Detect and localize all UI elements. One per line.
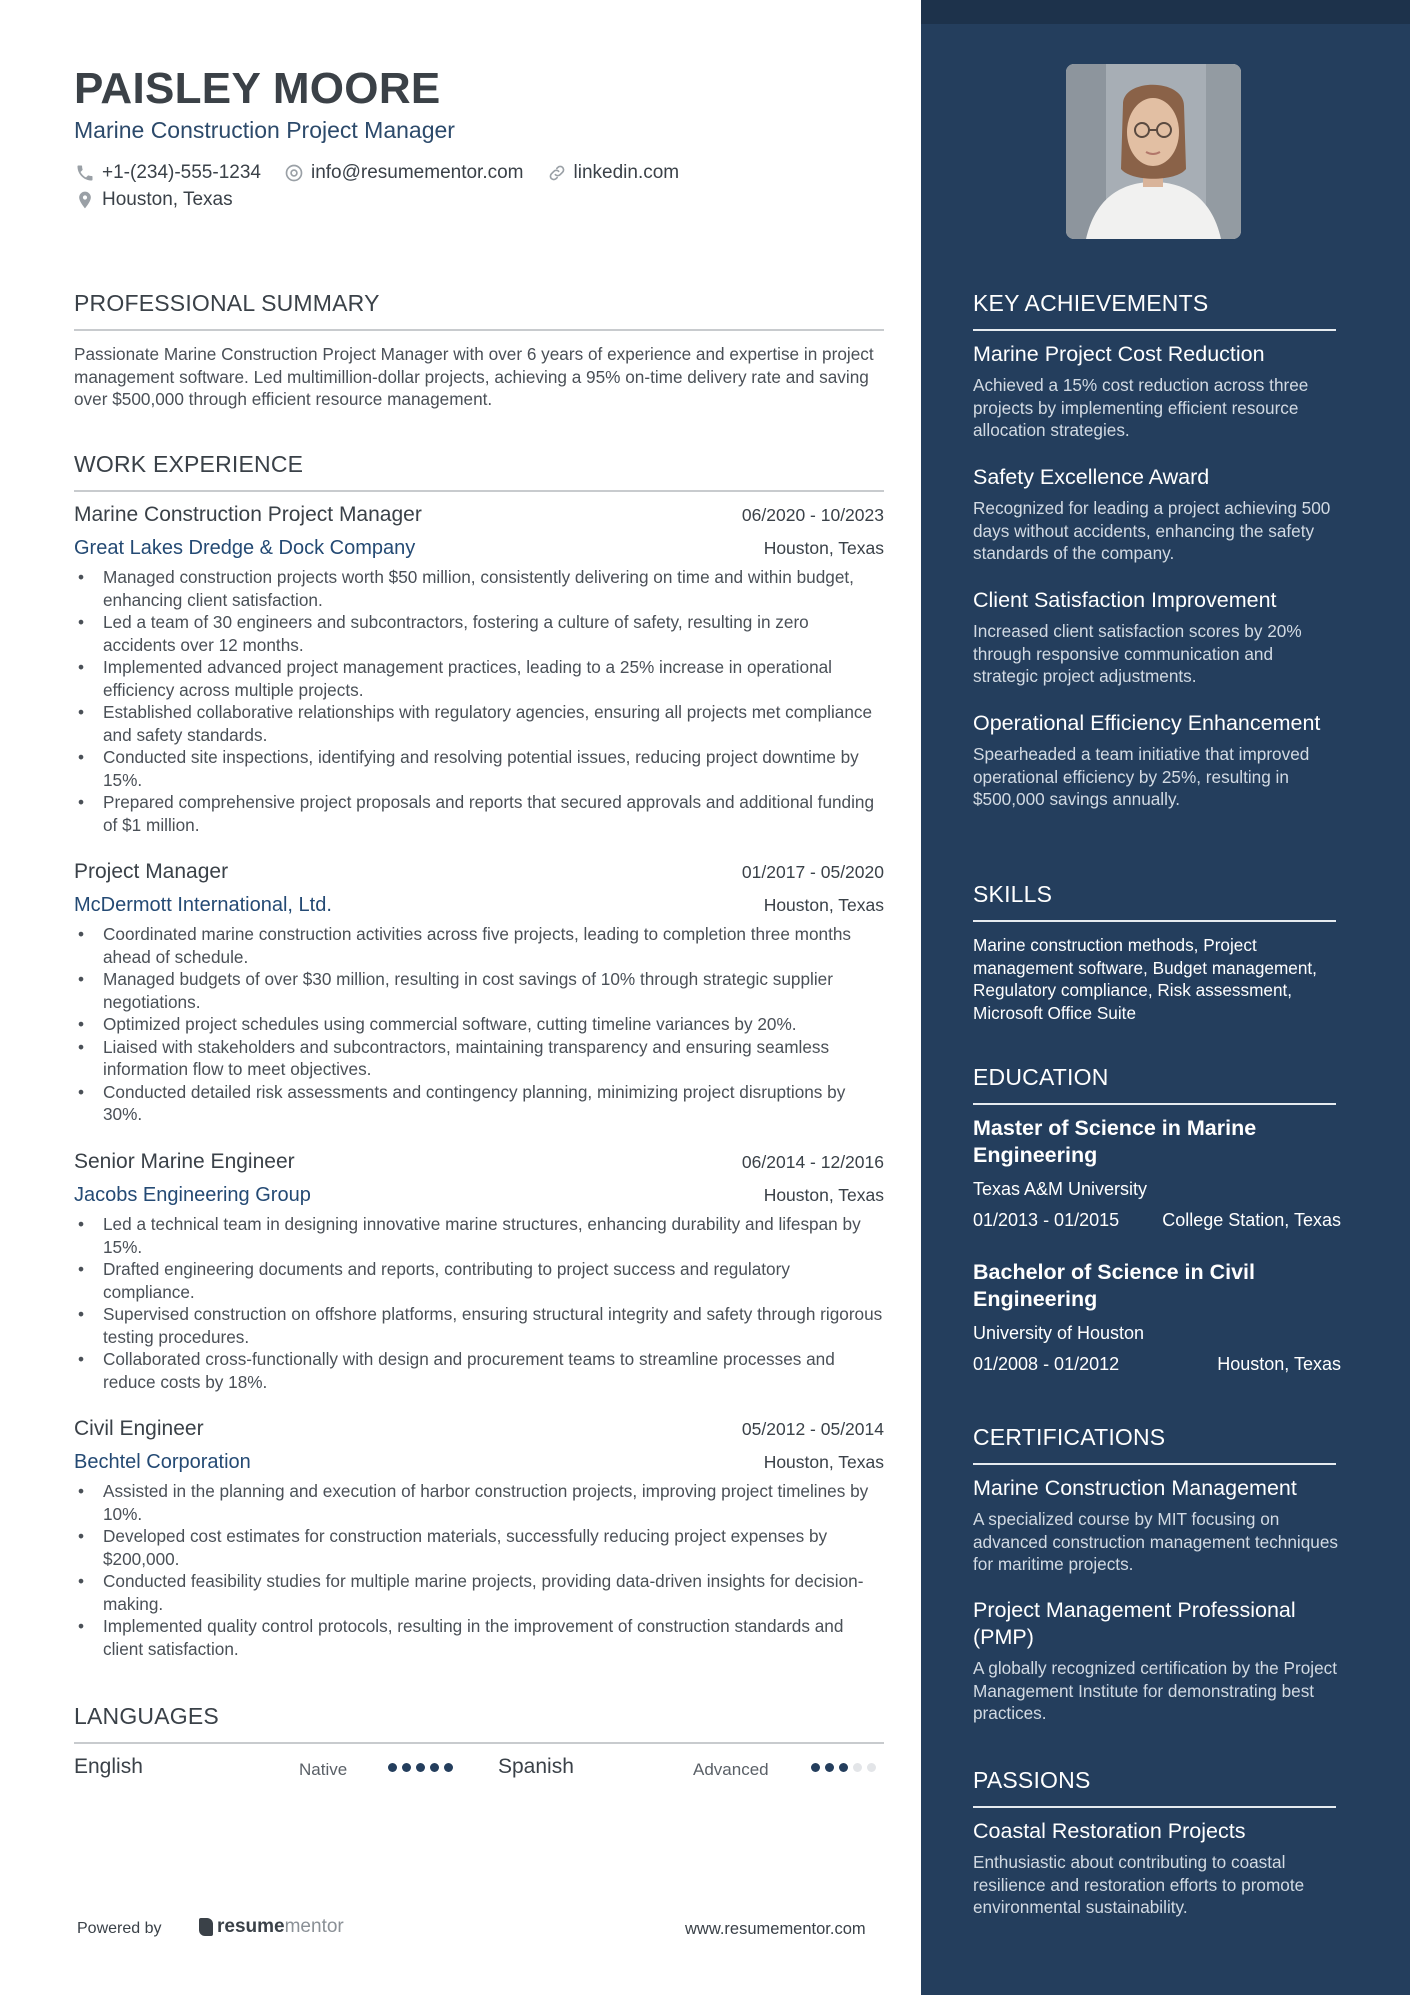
achievement-title: Safety Excellence Award <box>973 465 1210 489</box>
achievement-text: Spearheaded a team initiative that improved operational efficiency by 25%, resulting in $500,000 savings annually. <box>973 744 1310 809</box>
bullet-item: • Conducted site inspections, identifying and resolving potential issues, reducing project downtime by 15%. <box>74 746 884 791</box>
education-location: Houston, Texas <box>1217 1354 1341 1374</box>
job-role: Marine Construction Project Manager <box>74 503 422 526</box>
rating-dot <box>402 1763 411 1772</box>
job-dates: 05/2012 - 05/2014 <box>741 1419 884 1439</box>
language-name: Spanish <box>498 1755 574 1778</box>
sidebar-top-band <box>921 0 1410 24</box>
bullet-item: • Implemented quality control protocols, resulting in the improvement of construction standards and client satisfaction. <box>74 1615 884 1660</box>
summary-heading: PROFESSIONAL SUMMARY <box>74 290 380 316</box>
bullet-item: • Managed construction projects worth $50 million, consistently delivering on time and within budget, enhancing client satisfaction. <box>74 566 884 611</box>
job-company: Great Lakes Dredge & Dock Company <box>74 537 416 559</box>
at-icon <box>283 162 305 184</box>
bullet-item: • Supervised construction on offshore platforms, ensuring structural integrity and safety through rigorous testing procedures. <box>74 1303 884 1348</box>
job-entry <box>74 1417 884 1660</box>
rating-dot <box>811 1763 820 1772</box>
achievement-text: Achieved a 15% cost reduction across three projects by implementing efficient resource allocation strategies. <box>973 375 1309 440</box>
languages-heading: LANGUAGES <box>74 1703 219 1729</box>
school-name <box>973 1323 1341 1344</box>
language-name: English <box>74 1755 143 1778</box>
certification-item <box>973 1597 1341 1725</box>
section-divider <box>74 329 884 331</box>
certifications-heading: CERTIFICATIONS <box>973 1424 1166 1450</box>
job-entry <box>74 503 884 836</box>
job-title: Marine Construction Project Manager <box>74 117 455 143</box>
education-meta <box>973 1210 1341 1231</box>
achievement-title: Marine Project Cost Reduction <box>973 342 1265 366</box>
language-level: Native <box>299 1760 348 1779</box>
job-dates: 06/2020 - 10/2023 <box>741 505 884 525</box>
sidebar-divider <box>973 1103 1336 1105</box>
email-item <box>283 162 524 184</box>
sidebar-divider <box>973 920 1336 922</box>
education-meta <box>973 1354 1341 1375</box>
rating-dot <box>839 1763 848 1772</box>
degree-title: Bachelor of Science in Civil Engineering <box>973 1260 1255 1311</box>
bullet-item: • Optimized project schedules using commercial software, cutting timeline variances by 20%. <box>74 1013 884 1036</box>
sidebar-divider <box>973 329 1336 331</box>
education-heading: EDUCATION <box>973 1064 1109 1090</box>
phone-icon <box>74 162 96 184</box>
rating-dot <box>825 1763 834 1772</box>
rating-dot <box>444 1763 453 1772</box>
location-text: Houston, Texas <box>102 189 233 210</box>
job-location: Houston, Texas <box>763 895 884 915</box>
sidebar-divider <box>973 1463 1336 1465</box>
linkedin-text[interactable]: linkedin.com <box>573 162 680 183</box>
skills-heading: SKILLS <box>973 881 1053 907</box>
degree-title: Master of Science in Marine Engineering <box>973 1116 1257 1167</box>
language-level: Advanced <box>693 1760 769 1779</box>
language-rating <box>811 1763 881 1772</box>
rating-dot <box>853 1763 862 1772</box>
bullet-item: • Conducted feasibility studies for multiple marine projects, providing data-driven insights for decision-making. <box>74 1570 884 1615</box>
passion-text: Enthusiastic about contributing to coastal resilience and restoration efforts to promote environmental sustainability. <box>973 1852 1305 1917</box>
job-bullets <box>74 923 884 1126</box>
passions-heading: PASSIONS <box>973 1767 1091 1793</box>
phone-text[interactable]: +1-(234)-555-1234 <box>102 162 261 183</box>
brand-name-bold: resume <box>217 1916 285 1937</box>
education-dates: 01/2013 - 01/2015 <box>973 1210 1120 1230</box>
education-item <box>973 1259 1341 1375</box>
email-text[interactable]: info@resumementor.com <box>310 162 524 183</box>
experience-heading: WORK EXPERIENCE <box>74 451 304 477</box>
brand-mark-icon <box>199 1918 213 1936</box>
achievement-item <box>973 710 1341 811</box>
section-divider <box>74 490 884 492</box>
achievement-item <box>973 341 1341 442</box>
rating-dot <box>388 1763 397 1772</box>
school-text: Texas A&M University <box>973 1179 1148 1199</box>
education-dates: 01/2008 - 01/2012 <box>973 1354 1120 1374</box>
bullet-item: • Collaborated cross-functionally with design and procurement teams to streamline processes and reduce costs by 18%. <box>74 1348 884 1393</box>
section-divider <box>74 1742 884 1744</box>
education-location: College Station, Texas <box>1162 1210 1341 1230</box>
bullet-item: • Drafted engineering documents and reports, contributing to project success and regulatory compliance. <box>74 1258 884 1303</box>
job-dates: 06/2014 - 12/2016 <box>741 1152 884 1172</box>
rating-dot <box>430 1763 439 1772</box>
achievements-heading: KEY ACHIEVEMENTS <box>973 290 1209 316</box>
certification-text: A specialized course by MIT focusing on advanced construction management techniques for maritime projects. <box>973 1509 1338 1574</box>
bullet-item: • Led a technical team in designing innovative marine structures, enhancing durability and lifespan by 15%. <box>74 1213 884 1258</box>
job-company: Jacobs Engineering Group <box>74 1184 311 1206</box>
education-item <box>973 1115 1341 1231</box>
location-item <box>74 189 233 211</box>
achievement-item <box>973 464 1341 565</box>
skills-list <box>973 934 1341 1024</box>
bullet-item: • Implemented advanced project management practices, leading to a 25% increase in operational efficiency across multiple projects. <box>74 656 884 701</box>
location-pin-icon <box>74 189 96 211</box>
brand-logo[interactable] <box>199 1916 344 1938</box>
language-rating <box>388 1763 458 1772</box>
job-entry <box>74 860 884 1126</box>
job-role: Senior Marine Engineer <box>74 1150 295 1173</box>
contact-info <box>74 160 874 214</box>
certification-title: Marine Construction Management <box>973 1476 1297 1500</box>
job-location: Houston, Texas <box>763 538 884 558</box>
bullet-item: • Coordinated marine construction activities across five projects, leading to completion three months ahead of schedule. <box>74 923 884 968</box>
bullet-item: • Assisted in the planning and execution of harbor construction projects, improving project timelines by 10%. <box>74 1480 884 1525</box>
powered-by-label: Powered by <box>77 1920 162 1937</box>
phone-item <box>74 162 261 184</box>
job-company: McDermott International, Ltd. <box>74 894 332 916</box>
certification-text: A globally recognized certification by the Project Management Institute for demonstrating best practices. <box>973 1658 1337 1723</box>
linkedin-item <box>546 162 680 184</box>
bullet-item: • Led a team of 30 engineers and subcontractors, fostering a culture of safety, resulting in zero accidents over 12 months. <box>74 611 884 656</box>
job-role: Project Manager <box>74 860 229 883</box>
sidebar-divider <box>973 1806 1336 1808</box>
bullet-item: • Managed budgets of over $30 million, resulting in cost savings of 10% through strategic supplier negotiations. <box>74 968 884 1013</box>
achievement-title: Client Satisfaction Improvement <box>973 588 1277 612</box>
job-bullets <box>74 566 884 836</box>
certification-title: Project Management Professional (PMP) <box>973 1598 1296 1649</box>
job-dates: 01/2017 - 05/2020 <box>741 862 884 882</box>
skills-text: Marine construction methods, Project management software, Budget management, Regulatory compliance, Risk assessment, Microsoft Office Suite <box>973 935 1317 1023</box>
job-role: Civil Engineer <box>74 1417 204 1440</box>
rating-dot <box>867 1763 876 1772</box>
job-location: Houston, Texas <box>763 1452 884 1472</box>
website-link[interactable]: www.resumementor.com <box>685 1920 866 1938</box>
job-bullets <box>74 1213 884 1393</box>
passion-item <box>973 1818 1341 1919</box>
profile-photo <box>1066 64 1241 239</box>
bullet-item: • Prepared comprehensive project proposals and reports that secured approvals and additional funding of $1 million. <box>74 791 884 836</box>
certification-item <box>973 1475 1341 1576</box>
brand-name-light: mentor <box>284 1916 344 1937</box>
summary-text: Passionate Marine Construction Project Manager with over 6 years of experience and expertise in project management software. Led multimillion-dollar projects, achieving a 95% on-time delivery rate and saving over $500,000 through efficient resource management. <box>74 344 874 409</box>
rating-dot <box>416 1763 425 1772</box>
achievement-text: Recognized for leading a project achieving 500 days without accidents, enhancing the safety standards of the company. <box>973 498 1331 563</box>
school-text: University of Houston <box>973 1323 1145 1343</box>
passion-title: Coastal Restoration Projects <box>973 1819 1246 1843</box>
bullet-item: • Liaised with stakeholders and subcontractors, maintaining transparency and ensuring seamless information flow to meet objectives. <box>74 1036 884 1081</box>
job-bullets <box>74 1480 884 1660</box>
job-location: Houston, Texas <box>763 1185 884 1205</box>
bullet-item: • Developed cost estimates for construction materials, successfully reducing project expenses by $200,000. <box>74 1525 884 1570</box>
job-company: Bechtel Corporation <box>74 1451 251 1473</box>
bullet-item: • Established collaborative relationships with regulatory agencies, ensuring all projects met compliance and safety standards. <box>74 701 884 746</box>
school-name <box>973 1179 1341 1200</box>
achievement-title: Operational Efficiency Enhancement <box>973 711 1321 735</box>
job-entry <box>74 1150 884 1393</box>
bullet-item: • Conducted detailed risk assessments and contingency planning, minimizing project disruptions by 30%. <box>74 1081 884 1126</box>
candidate-name: PAISLEY MOORE <box>74 64 441 113</box>
achievement-item <box>973 587 1341 688</box>
link-icon <box>546 162 568 184</box>
achievement-text: Increased client satisfaction scores by 20% through responsive communication and strategic project adjustments. <box>973 621 1302 686</box>
